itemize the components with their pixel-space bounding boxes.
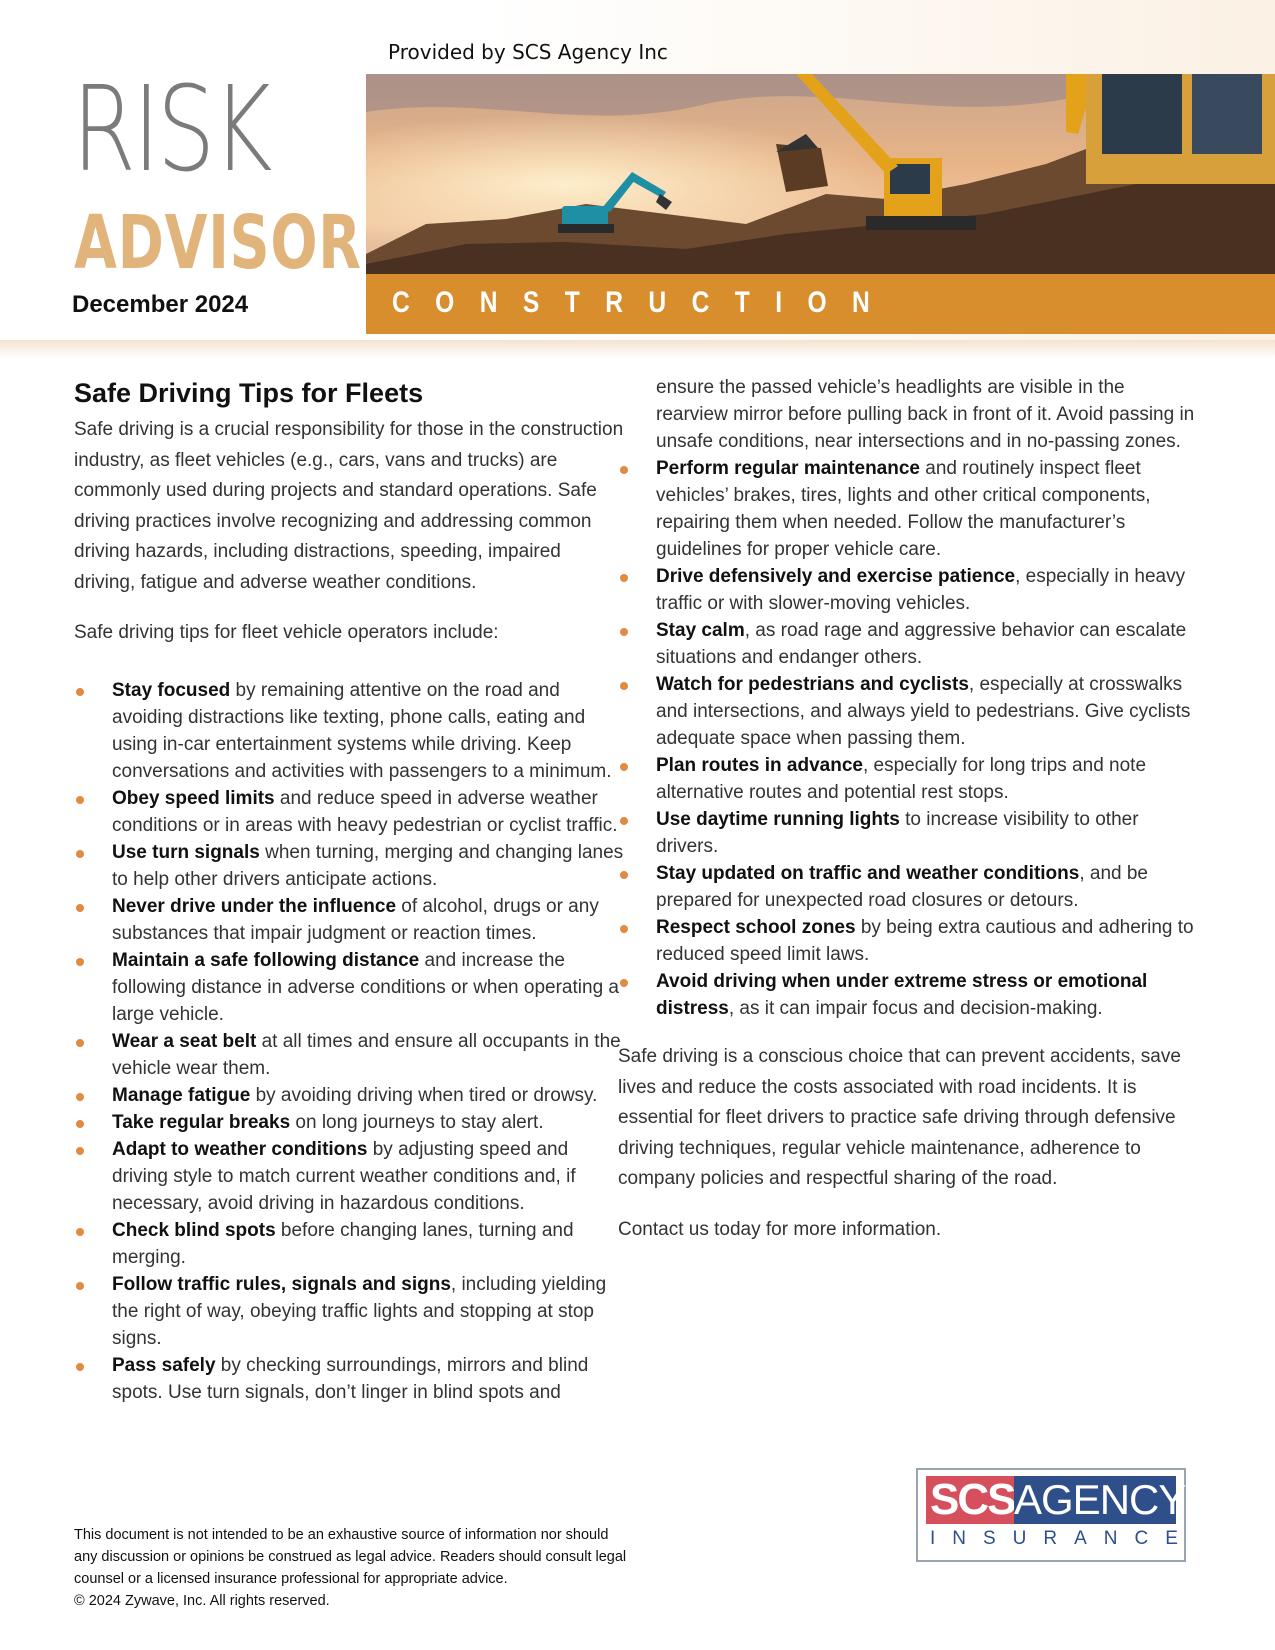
list-item: Use daytime running lights to increase visibility to other drivers. (618, 806, 1196, 860)
list-item: Take regular breaks on long journeys to stay alert. (74, 1109, 624, 1136)
bullet-icon (76, 1039, 84, 1047)
bullet-icon (620, 466, 628, 474)
bullet-icon (76, 850, 84, 858)
list-item: Never drive under the influence of alcohol, drugs or any substances that impair judgment or reaction times. (74, 893, 624, 947)
bullet-icon (620, 763, 628, 771)
bullet-icon (76, 688, 84, 696)
tips-lead: Safe driving tips for fleet vehicle operators include: (74, 622, 499, 643)
list-item: Plan routes in advance, especially for long trips and note alternative routes and potential rest stops. (618, 752, 1196, 806)
right-column (618, 374, 1196, 1265)
bullet-icon (620, 628, 628, 636)
issue-date: December 2024 (72, 291, 249, 318)
tips-list-left (74, 677, 624, 1406)
bullet-icon (76, 1147, 84, 1155)
bullet-icon (620, 925, 628, 933)
intro-paragraph: Safe driving is a crucial responsibility for those in the construction industry, as fleet vehicles (e.g., cars, vans and trucks) are commonly used during projects and standard operations. Safe driving practices involve recognizing and addressing common driving hazards, including distractions, speeding, impaired driving, fatigue and adverse weather conditions. (74, 419, 624, 593)
list-item: Pass safely by checking surroundings, mirrors and blind spots. Use turn signals, don’t linger in blind spots and (74, 1352, 624, 1406)
list-item: Drive defensively and exercise patience, especially in heavy traffic or with slower-moving vehicles. (618, 563, 1196, 617)
pass-safely-continued: ensure the passed vehicle’s headlights are visible in the rearview mirror before pulling back in front of it. Avoid passing in unsafe conditions, near intersections and in no-passing zones. (656, 377, 1195, 452)
list-item: Use turn signals when turning, merging and changing lanes to help other drivers anticipate actions. (74, 839, 624, 893)
bullet-icon (620, 682, 628, 690)
closing-paragraph: Safe driving is a conscious choice that can prevent accidents, save lives and reduce the costs associated with road incidents. It is essential for fleet drivers to practice safe driving through defensive driving techniques, regular vehicle maintenance, adherence to company policies and respectful sharing of the road. (618, 1046, 1181, 1189)
list-item: Adapt to weather conditions by adjusting speed and driving style to match current weather conditions and, if necessary, avoid driving in hazardous conditions. (74, 1136, 624, 1217)
bullet-icon (620, 574, 628, 582)
logo-insurance: INSURANCE (930, 1528, 1195, 1549)
list-item: Obey speed limits and reduce speed in adverse weather conditions or in areas with heavy pedestrian or cyclist traffic. (74, 785, 624, 839)
list-item: Maintain a safe following distance and increase the following distance in adverse conditions or when operating a large vehicle. (74, 947, 624, 1028)
bullet-icon (76, 958, 84, 966)
list-item: Stay focused by remaining attentive on the road and avoiding distractions like texting, phone calls, eating and using in-car entertainment systems while driving. Keep conversations and activities with passengers to a minimum. (74, 677, 624, 785)
list-item: Stay calm, as road rage and aggressive behavior can escalate situations and endanger others. (618, 617, 1196, 671)
list-item: Stay updated on traffic and weather conditions, and be prepared for unexpected road closures or detours. (618, 860, 1196, 914)
contact-line: Contact us today for more information. (618, 1218, 942, 1240)
bullet-icon (76, 796, 84, 804)
construction-photo (366, 74, 1275, 274)
bullet-icon (620, 871, 628, 879)
left-column (74, 378, 624, 1406)
list-item: Manage fatigue by avoiding driving when tired or drowsy. (74, 1082, 624, 1109)
tips-list-right (618, 455, 1196, 1022)
list-item: Avoid driving when under extreme stress or emotional distress, as it can impair focus and decision-making. (618, 968, 1196, 1022)
masthead-risk: RISK (72, 60, 270, 198)
list-item: Wear a seat belt at all times and ensure all occupants in the vehicle wear them. (74, 1028, 624, 1082)
list-item: Watch for pedestrians and cyclists, especially at crosswalks and intersections, and always yield to pedestrians. Give cyclists adequate space when passing them. (618, 671, 1196, 752)
bullet-icon (76, 1228, 84, 1236)
masthead-advisor: ADVISOR (74, 200, 362, 286)
list-item: Perform regular maintenance and routinely inspect fleet vehicles’ brakes, tires, lights and other critical components, repairing them when needed. Follow the manufacturer’s guidelines for proper vehicle care. (618, 455, 1196, 563)
logo-scs: SCS (926, 1476, 1018, 1524)
bullet-icon (620, 817, 628, 825)
bullet-icon (76, 1282, 84, 1290)
list-item: Respect school zones by being extra cautious and adhering to reduced speed limit laws. (618, 914, 1196, 968)
logo-agency: AGENCY (1014, 1476, 1186, 1523)
scs-agency-logo (916, 1468, 1195, 1562)
bullet-icon (620, 979, 628, 987)
header-divider (0, 340, 1275, 358)
list-item: Check blind spots before changing lanes, turning and merging. (74, 1217, 624, 1271)
section-label: CONSTRUCTION (392, 286, 896, 319)
bullet-icon (76, 1363, 84, 1371)
legal-disclaimer: This document is not intended to be an exhaustive source of information nor should any discussion or opinions be construed as legal advice. Readers should consult legal counsel or a licensed insurance professional for appropriate advice. © 2024 Zywave, Inc. All rights reserved. (74, 1527, 627, 1609)
bullet-icon (76, 1120, 84, 1128)
provided-by: Provided by SCS Agency Inc (388, 40, 668, 64)
article-title: Safe Driving Tips for Fleets (74, 378, 424, 408)
section-banner (366, 274, 1275, 334)
list-item: Follow traffic rules, signals and signs, including yielding the right of way, obeying traffic lights and stopping at stop signs. (74, 1271, 624, 1352)
bullet-icon (76, 1093, 84, 1101)
bullet-icon (76, 904, 84, 912)
